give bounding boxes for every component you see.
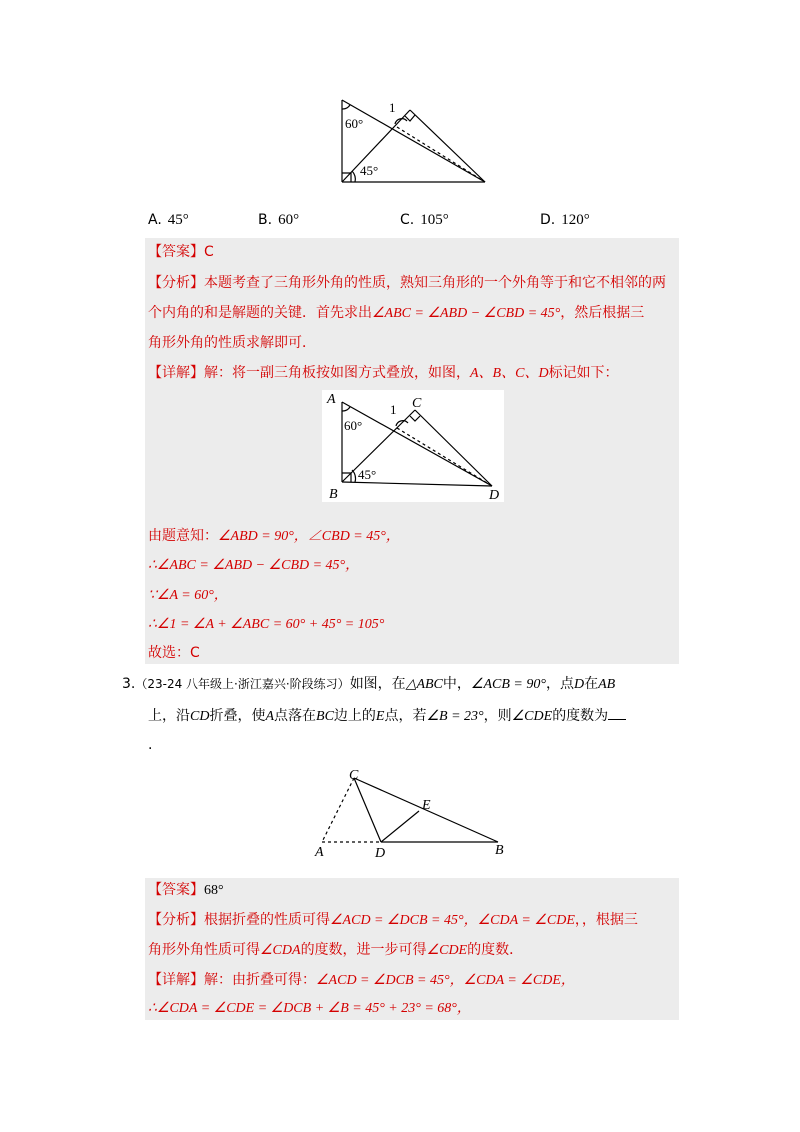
figure1-angle-bottom: 45° xyxy=(360,163,379,178)
figure3-label-d: D xyxy=(375,846,386,860)
answer-blank[interactable] xyxy=(608,705,626,720)
figure-triangle-boards xyxy=(335,95,495,190)
q2-analysis-line-3: 角形外角的性质求解即可． xyxy=(148,335,316,351)
q3-line-1: 3.（23-24 八年级上·浙江嘉兴·阶段练习）如图，在△ABC中，∠ACB = 90°，点D在AB xyxy=(122,676,616,692)
figure2-angle-bottom: 45° xyxy=(358,467,377,482)
q3-answer: 【答案】68° xyxy=(148,882,224,898)
q3-analysis-line-1: 【分析】根据折叠的性质可得∠ACD = ∠DCB = 45°，∠CDA = ∠CDE，，根据三 xyxy=(148,912,638,928)
q2-analysis-line-1: 【分析】本题考查了三角形外角的性质，熟知三角形的一个外角等于和它不相邻的两 xyxy=(148,275,666,291)
q2-step-1: 由题意知：∠ABD = 90°，∠CBD = 45°， xyxy=(148,528,400,544)
q2-step-4: ∴∠1 = ∠A + ∠ABC = 60° + 45° = 105° xyxy=(148,617,385,632)
q3-line-3: . xyxy=(148,737,153,753)
figure3-label-a: A xyxy=(315,845,324,860)
q2-analysis-line-2: 个内角的和是解题的关键．首先求出∠ABC = ∠ABD − ∠CBD = 45°，然后根据三 xyxy=(148,305,645,321)
q3-source: （23-24 八年级上·浙江嘉兴·阶段练习） xyxy=(135,677,350,691)
option-a: A. 45° xyxy=(148,212,189,228)
figure3-label-b: B xyxy=(495,843,504,858)
option-d: D. 120° xyxy=(540,212,590,228)
q3-analysis-line-2: 角形外角性质可得∠CDA的度数，进一步可得∠CDE的度数． xyxy=(148,942,524,958)
figure-triangle-boards-labeled xyxy=(322,390,504,502)
q3-detail-line-1: 【详解】解：由折叠可得：∠ACD = ∠DCB = 45°，∠CDA = ∠CDE， xyxy=(148,972,575,988)
q2-answer: 【答案】C xyxy=(148,244,214,260)
q2-detail-line-1: 【详解】解：将一副三角板按如图方式叠放，如图，A、B、C、D标记如下： xyxy=(148,365,619,381)
q2-step-3: ∵∠A = 60°， xyxy=(148,588,228,603)
figure3-label-c: C xyxy=(349,768,359,783)
figure2-label-d: D xyxy=(489,488,500,502)
q2-choice: 故选：C xyxy=(148,645,200,661)
figure-fold-triangle xyxy=(312,765,512,860)
option-c: C. 105° xyxy=(400,212,449,228)
figure2-label-c: C xyxy=(412,396,422,411)
figure2-label-b: B xyxy=(329,487,338,502)
figure2-label-a: A xyxy=(327,392,336,407)
figure1-angle-mark: 1 xyxy=(389,100,396,115)
figure2-angle-mark: 1 xyxy=(390,402,397,417)
figure1-angle-top: 60° xyxy=(345,116,364,131)
q3-line-2: 上，沿CD折叠，使A点落在BC边上的E点，若∠B = 23°，则∠CDE的度数为 xyxy=(148,705,626,727)
q3-detail-line-2: ∴∠CDA = ∠CDE = ∠DCB + ∠B = 45° + 23° = 68°， xyxy=(148,1001,471,1016)
option-b: B. 60° xyxy=(258,212,300,228)
figure3-label-e: E xyxy=(422,798,431,813)
q3-number: 3. xyxy=(122,676,136,692)
figure2-angle-top: 60° xyxy=(344,418,363,433)
q2-step-2: ∴∠ABC = ∠ABD − ∠CBD = 45°， xyxy=(148,558,360,573)
